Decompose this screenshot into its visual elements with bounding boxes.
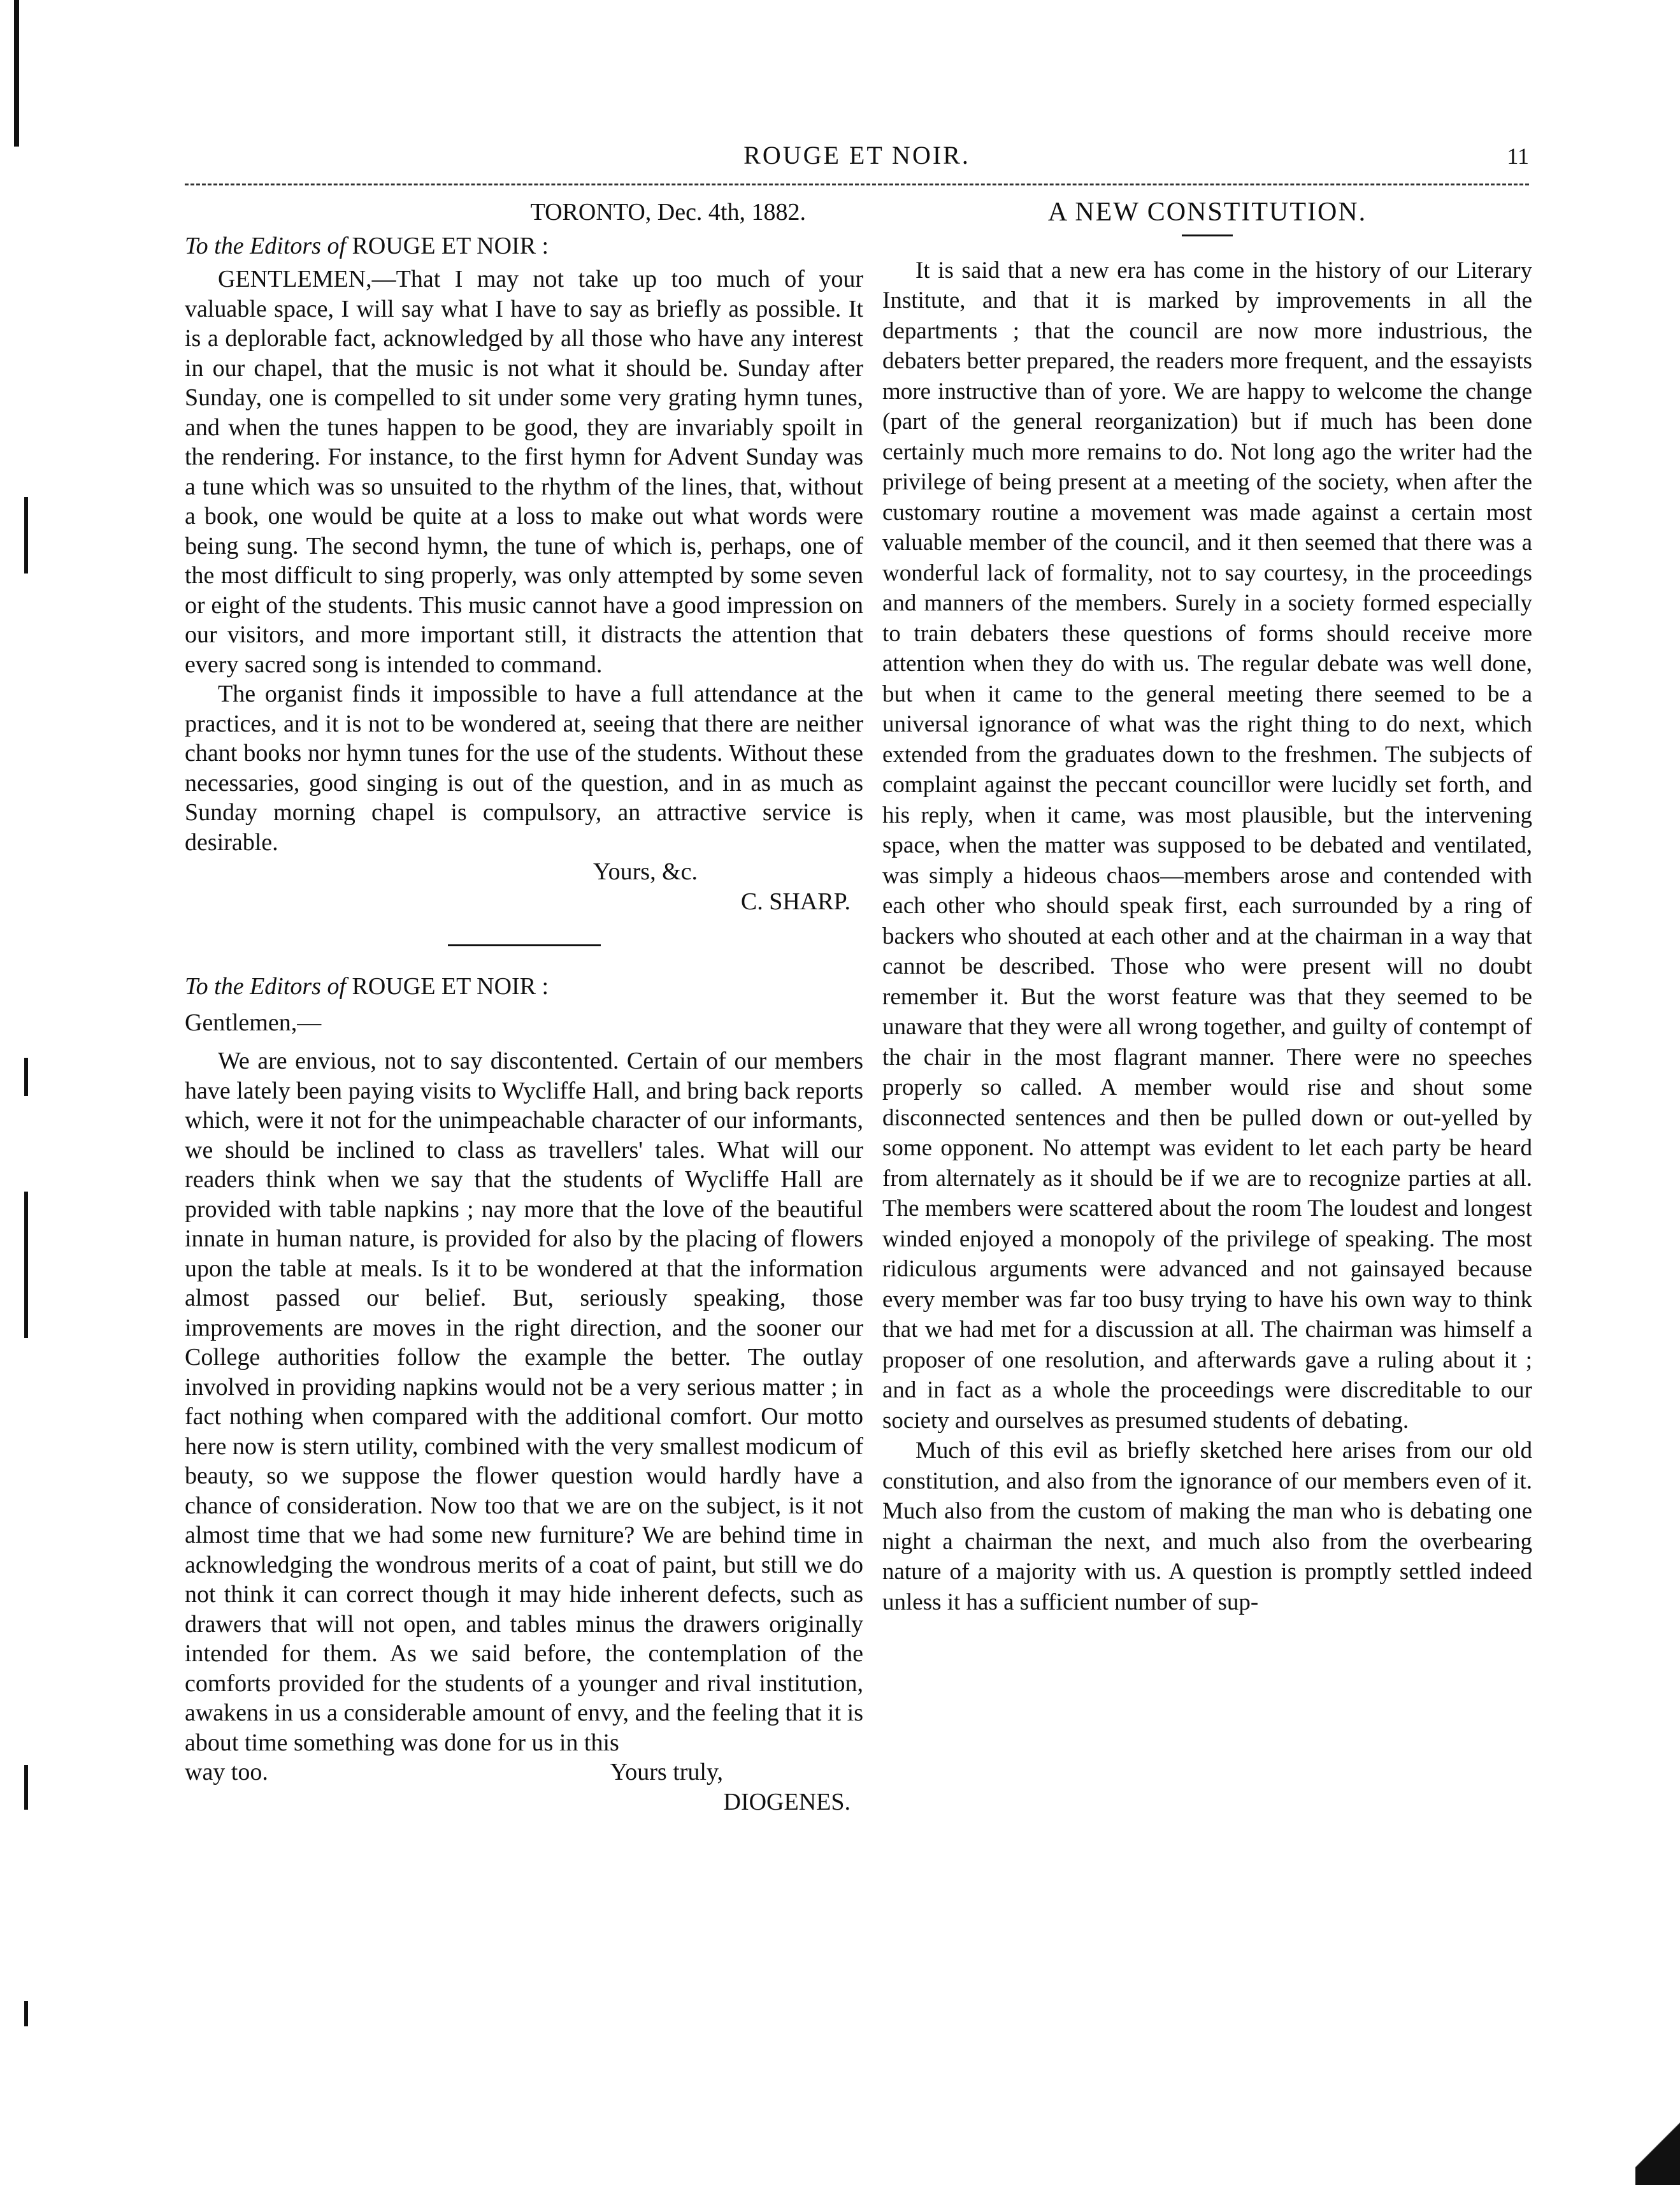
letter-paragraph: GENTLEMEN,—That I may not take up too much of your valuable space, I will say what I have to say as briefly as possible. It is a deplorable fact, acknowledged by all those who have any interest in our chapel, that the music is not what it should be. Sunday after Sunday, one is compelled to sit under some very grating hymn tunes, and when the tunes happen to be good, they are invariably spoilt in the rendering. For instance, to the first hymn for Advent Sunday was a tune which was so unsuited to the rhythm of the lines, that, without a book, one would be quite at a loss to make out what words were being sung. The second hymn, the tune of which is, perhaps, one of the most difficult to sing properly, was only attempted by some seven or eight of the students. This music cannot have a good impression on our visitors, and more important still, it distracts the attention that every sacred song is intended to command. [185, 266, 863, 678]
addressee-prefix: To the Editors of [185, 232, 347, 259]
letter-dateline: TORONTO, Dec. 4th, 1882. [530, 199, 806, 226]
page-number: 11 [1507, 143, 1529, 169]
letter-addressee [185, 972, 863, 1002]
section-divider [448, 944, 601, 946]
letter-signature: DIOGENES. [723, 1788, 851, 1815]
title-rule [1182, 234, 1233, 236]
article-paragraph: It is said that a new era has come in the history of our Literary Institute, and that it is marked by improvements in all the departments ; that the council are now more industrious, the debaters better prepared, the readers more frequent, and the essayists more instructive than of yore. We are happy to welcome the change (part of the general reorganization) but if much has been done certainly much more remains to do. Not long ago the writer had the privilege of being present at a meeting of the society, when after the customary routine a movement was made against a certain most valuable member of the council, and it then seemed that there was a wonderful lack of formality, not to say courtesy, in the proceedings and manners of the members. Surely in a society formed especially to train debaters these questions of forms should receive more attention when they do with us. The regular debate was well done, but when it came to the general meeting there seemed to be a universal ignorance of what was the right thing to do next, which extended from the graduates down to the freshmen. The subjects of complaint against the peccant councillor were lucidly set forth, and his reply, when it came, was most plausible, but the intervening space, when the matter was supposed to be debated and ventilated, was simply a hideous chaos—members arose and contended with each other who should speak first, each surrounded by a ring of backers who shouted at each other and at the chairman in a way that cannot be described. Those who were present will no doubt remember it. But the worst feature was that they seemed to be unaware that they were all wrong together, and guilty of contempt of the chair in the most flagrant manner. There were no speeches properly so called. A member would rise and shout some disconnected sentences and then be pulled down or out-yelled by some opponent. No attempt was evident to let each party be heard from alternately as it should be if we are to recognize parties at all. The members were scattered about the room The loudest and longest winded enjoyed a monopoly of the privilege of speaking. The most ridiculous arguments were advanced and not gainsayed because every member was far too busy trying to have his own way to think that we had met for a discussion at all. The chairman was himself a proposer of one resolution, and afterwards gave a ruling about it ; and in fact as a whole the proceedings were discreditable to our society and ourselves as presumed students of debating. [882, 257, 1532, 1434]
letter-addressee [185, 231, 863, 261]
letter-sharp [185, 198, 863, 916]
letter-signoff: Yours truly, [610, 1759, 723, 1785]
header-rule [185, 184, 1529, 185]
right-column [882, 198, 1532, 1617]
letter-paragraph: We are envious, not to say discontented. Certain of our members have lately been paying visits to Wycliffe Hall, and bring back reports which, were it not for the unimpeachable character of our informants, we should be inclined to class as travellers' tales. What will our readers think when we say that the students of Wycliffe Hall are provided with table napkins ; nay more that the love of the beautiful innate in human nature, is provided for also by the placing of flowers upon the table at meals. Is it to be wondered at that the information almost passed our belief. But, seriously speaking, those improvements are moves in the right direction, and the sooner our College authorities follow the example the better. The outlay involved in providing napkins would not be a very serious matter ; in fact nothing when compared with the additional comfort. Our motto here now is stern utility, combined with the very smallest modicum of beauty, so we suppose the flower question would hardly have a chance of consideration. Now too that we are on the subject, is it not almost time that we had some new furniture? We are behind time in acknowledging the wondrous merits of a coat of paint, but still we do not think it can correct though it may hide inherent defects, such as drawers that will not open, and tables minus the drawers originally intended for them. As we said before, the contemplation of the comforts provided for the students of a younger and rival institution, awakens in us a considerable amount of envy, and the feeling that it is about time something was done for us in this [185, 1048, 863, 1756]
scan-edge-left [14, 0, 19, 147]
left-column [185, 198, 863, 1817]
letter-paragraph: The organist finds it impossible to have a full attendance at the practices, and it is not to be wondered at, seeing that there are neither chant books nor hymn tunes for the use of the students. Without these necessaries, good singing is out of the question, and in as much as Sunday morning chapel is compulsory, an attractive service is desirable. [185, 681, 863, 856]
scan-corner-mark [1635, 2089, 1680, 2185]
letter-signature: C. SHARP. [740, 888, 851, 915]
letter-signoff: Yours, &c. [592, 858, 698, 885]
addressee-suffix: : [536, 232, 549, 259]
page-header [185, 140, 1529, 178]
article-paragraph: Much of this evil as briefly sketched here arises from our old constitution, and also from the ignorance of our members even of it. Much also from the custom of making the man who is debating one night a chairman the next, and much also from the overbearing nature of a majority with us. A question is promptly settled indeed unless it has a sufficient number of sup- [882, 1438, 1532, 1615]
letter-greeting: Gentlemen,— [185, 1009, 322, 1036]
letter-diogenes [185, 972, 863, 1817]
article-title: A NEW CONSTITUTION. [1047, 198, 1367, 227]
addressee-prefix: To the Editors of [185, 973, 347, 1000]
addressee-suffix: : [536, 973, 549, 1000]
addressee-name: ROUGE ET NOIR [352, 973, 536, 1000]
addressee-name: ROUGE ET NOIR [352, 232, 536, 259]
closing-text: way too. [185, 1759, 268, 1785]
running-title: ROUGE ET NOIR. [743, 141, 970, 169]
letter-closing-line [185, 1757, 863, 1787]
